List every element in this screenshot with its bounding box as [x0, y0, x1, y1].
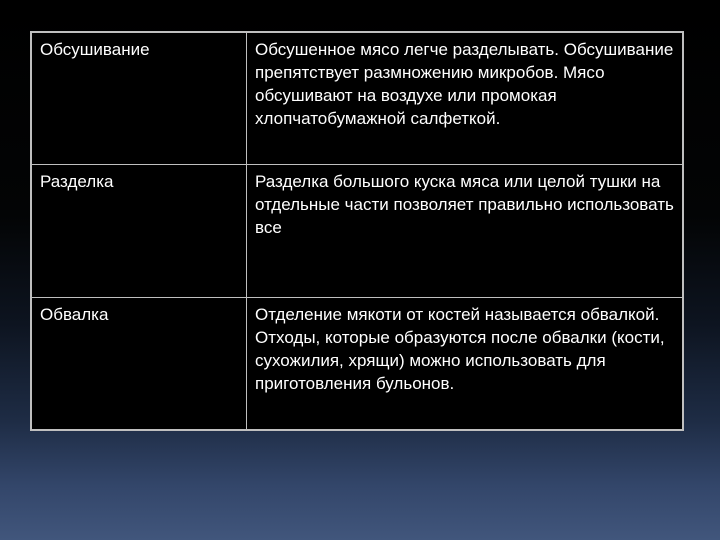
description-cell	[247, 164, 684, 297]
table-row	[31, 32, 683, 164]
description-text: Обсушенное мясо легче разделывать. Обсушивание препятствует размножению микробов. Мясо обсушивают на воздухе или промокая хлопчатобумажной салфеткой.	[255, 40, 674, 128]
term-cell	[31, 32, 247, 164]
description-cell	[247, 32, 684, 164]
process-table	[30, 31, 684, 431]
term-cell	[31, 297, 247, 430]
table-row	[31, 297, 683, 430]
description-cell	[247, 297, 684, 430]
term-cell	[31, 164, 247, 297]
description-text: Разделка большого куска мяса или целой тушки на отдельные части позволяет правильно использовать все	[255, 171, 674, 237]
description-text: Отделение мякоти от костей называется обвалкой. Отходы, которые образуются после обвалки (кости, сухожилия, хрящи) можно использовать для приготовления бульонов.	[255, 304, 665, 393]
term-text: Разделка	[40, 171, 114, 191]
table-row	[31, 164, 683, 297]
term-text: Обсушивание	[40, 40, 150, 59]
term-text: Обвалка	[40, 304, 109, 324]
